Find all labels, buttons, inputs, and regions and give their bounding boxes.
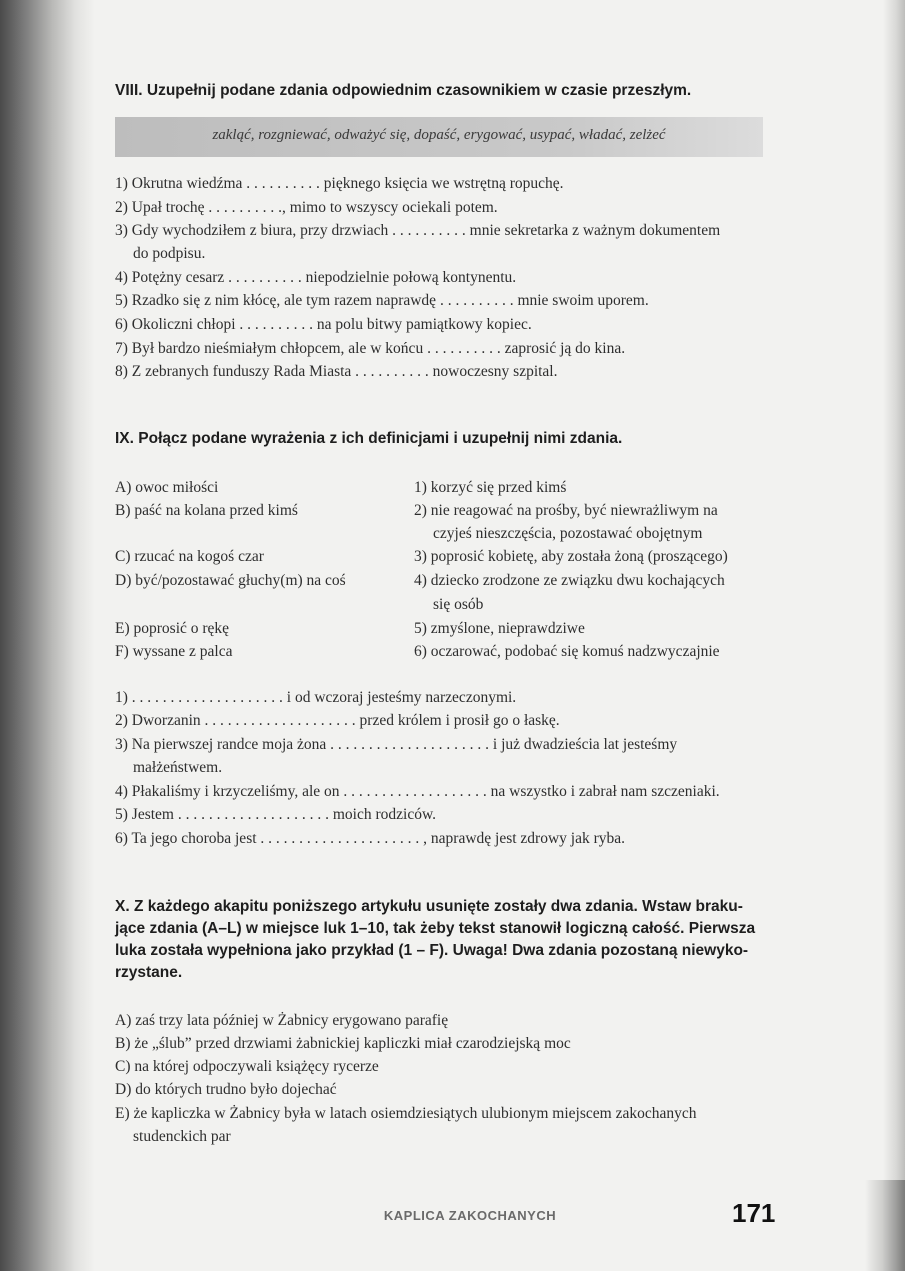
- section-x-heading-line-1: X. Z każdego akapitu poniższego artykułu usunięte zostały dwa zdania. Wstaw braku-: [115, 898, 743, 915]
- ix-expression-f: F) wyssane z palca: [115, 643, 233, 660]
- ix-sentence-4: 4) Płakaliśmy i krzyczeliśmy, ale on . . . . . . . . . . . . . . . . . . . na wszystko i zabrał nam szczeniaki.: [115, 783, 720, 800]
- ix-expression-d: D) być/pozostawać głuchy(m) na coś: [115, 572, 346, 589]
- viii-sentence-1: 1) Okrutna wiedźma . . . . . . . . . . pięknego księcia we wstrętną ropuchę.: [115, 175, 564, 192]
- ix-definition-4-cont: się osób: [433, 596, 484, 613]
- ix-definition-5: 5) zmyślone, nieprawdziwe: [414, 620, 585, 637]
- word-bank-box: [115, 117, 763, 157]
- running-footer-title: KAPLICA ZAKOCHANYCH: [383, 1208, 557, 1223]
- ix-expression-e: E) poprosić o rękę: [115, 620, 230, 637]
- ix-definition-3: 3) poprosić kobietę, aby została żoną (proszącego): [414, 548, 728, 565]
- viii-sentence-4: 4) Potężny cesarz . . . . . . . . . . niepodzielnie połową kontynentu.: [115, 269, 517, 286]
- viii-sentence-5: 5) Rzadko się z nim kłócę, ale tym razem naprawdę . . . . . . . . . . mnie swoim uporem.: [115, 292, 649, 309]
- ix-definition-1: 1) korzyć się przed kimś: [414, 479, 567, 496]
- viii-sentence-3-cont: do podpisu.: [133, 245, 206, 262]
- ix-definition-4: 4) dziecko zrodzone ze związku dwu kochających: [414, 572, 725, 589]
- x-option-d: D) do których trudno było dojechać: [115, 1081, 337, 1098]
- book-spine-shadow: [0, 0, 95, 1271]
- ix-definition-2: 2) nie reagować na prośby, być niewrażliwym na: [414, 502, 718, 519]
- ix-sentence-3: 3) Na pierwszej randce moja żona . . . . . . . . . . . . . . . . . . . . . i już dwadzieścia lat jesteśmy: [115, 736, 678, 753]
- ix-expression-c: C) rzucać na kogoś czar: [115, 548, 264, 565]
- section-x-heading-line-2: jące zdania (A–L) w miejsce luk 1–10, tak żeby tekst stanowił logiczną całość. Pierwsza: [115, 920, 756, 937]
- section-x-heading-line-4: rzystane.: [115, 964, 183, 981]
- x-option-c: C) na której odpoczywali książęcy rycerze: [115, 1058, 379, 1075]
- corner-shadow: [865, 1180, 905, 1271]
- x-option-a: A) zaś trzy lata później w Żabnicy erygowano parafię: [115, 1012, 449, 1029]
- ix-expression-a: A) owoc miłości: [115, 479, 219, 496]
- x-option-e-cont: studenckich par: [133, 1128, 231, 1145]
- viii-sentence-2: 2) Upał trochę . . . . . . . . . ., mimo to wszyscy ociekali potem.: [115, 199, 498, 216]
- section-x-heading-line-3: luka została wypełniona jako przykład (1 – F). Uwaga! Dwa zdania pozostaną niewyko-: [115, 942, 749, 959]
- page-number: 171: [732, 1198, 776, 1228]
- ix-sentence-5: 5) Jestem . . . . . . . . . . . . . . . . . . . . moich rodziców.: [115, 806, 437, 823]
- ix-sentence-3-cont: małżeństwem.: [133, 759, 223, 776]
- section-viii-heading: VIII. Uzupełnij podane zdania odpowiednim czasownikiem w czasie przeszłym.: [115, 82, 692, 99]
- viii-sentence-6: 6) Okoliczni chłopi . . . . . . . . . . na polu bitwy pamiątkowy kopiec.: [115, 316, 532, 333]
- ix-sentence-2: 2) Dworzanin . . . . . . . . . . . . . . . . . . . . przed królem i prosił go o łaskę.: [115, 712, 560, 729]
- word-bank-text: zakląć, rozgniewać, odważyć się, dopaść, erygować, usypać, władać, zelżeć: [212, 127, 666, 143]
- viii-sentence-7: 7) Był bardzo nieśmiałym chłopcem, ale w końcu . . . . . . . . . . zaprosić ją do kina.: [115, 340, 626, 357]
- ix-expression-b: B) paść na kolana przed kimś: [115, 502, 298, 519]
- x-option-e: E) że kapliczka w Żabnicy była w latach osiemdziesiątych ulubionym miejscem zakochanych: [115, 1105, 697, 1122]
- x-option-b: B) że „ślub” przed drzwiami żabnickiej kapliczki miał czarodziejską moc: [115, 1035, 571, 1052]
- viii-sentence-8: 8) Z zebranych funduszy Rada Miasta . . . . . . . . . . nowoczesny szpital.: [115, 363, 558, 380]
- ix-definition-6: 6) oczarować, podobać się komuś nadzwyczajnie: [414, 643, 720, 660]
- ix-sentence-1: 1) . . . . . . . . . . . . . . . . . . . . i od wczoraj jesteśmy narzeczonymi.: [115, 689, 517, 706]
- ix-sentence-6: 6) Ta jego choroba jest . . . . . . . . . . . . . . . . . . . . . , naprawdę jest zdrowy jak ryba.: [115, 830, 626, 847]
- section-ix-heading: IX. Połącz podane wyrażenia z ich definicjami i uzupełnij nimi zdania.: [115, 430, 623, 447]
- ix-definition-2-cont: czyjeś nieszczęścia, pozostawać obojętnym: [433, 525, 703, 542]
- page-edge-shadow: [883, 0, 905, 1271]
- viii-sentence-3: 3) Gdy wychodziłem z biura, przy drzwiach . . . . . . . . . . mnie sekretarka z ważnym dokumentem: [115, 222, 721, 239]
